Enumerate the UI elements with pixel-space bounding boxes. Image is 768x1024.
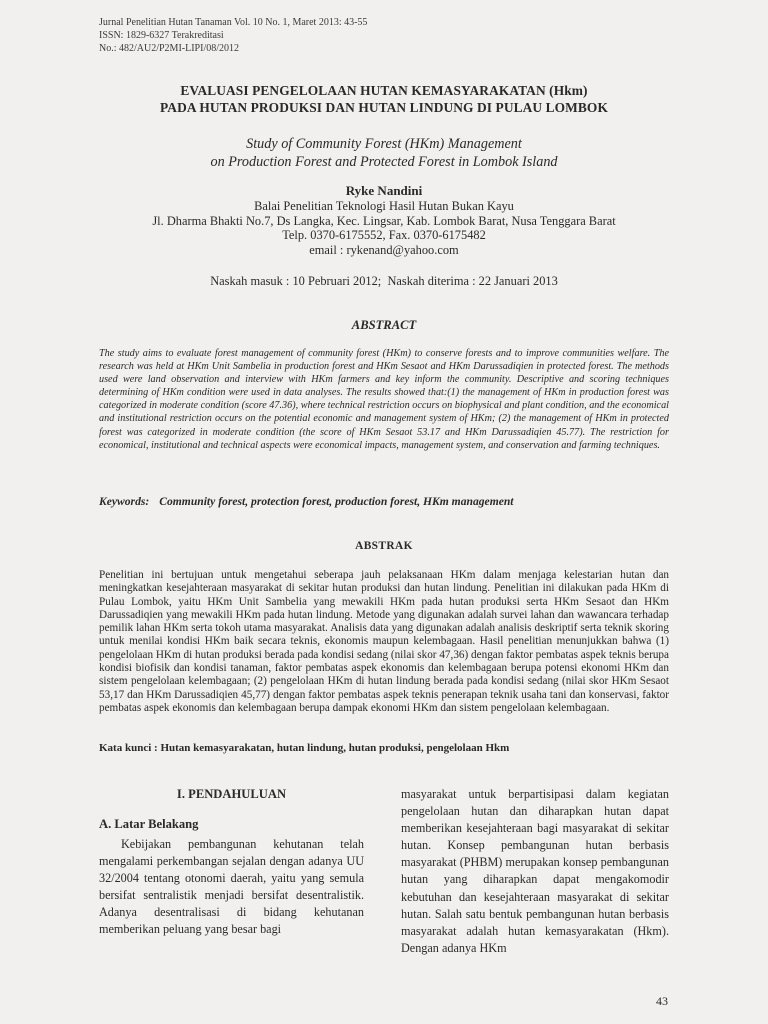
author-phone: Telp. 0370-6175552, Fax. 0370-6175482 xyxy=(282,228,486,243)
kata-kunci-label: Kata kunci : xyxy=(99,742,158,754)
abstract-text: The study aims to evaluate forest management of community forest (HKm) to conserve forests and to improve communities welfare. The research was held at HKm Unit Sambelia in production forest and HKm Sesaot and HKm Darussadiqien in protected forest. The methods used were land observation and interview with HKm farmers and key inform the community. Descriptive and scoring techniques determining of HKm condition were used in data analyses. The results showed that:(1) the management of HKm in production forest was categorized in moderate condition (score 47.36), where technical restriction occurs on biophysical and plant condition, and the economical and institutional restriction occurs on the potential economic and management system of HKm; (2) the management of HKm in protected forest was categorized in moderate condition (the score of HKm Sesaot 53.17 and HKm Darussadiqien 45.77). The restriction for economical, institutional and technical aspects were economical impacts, management system, and conservation and farming techniques. xyxy=(99,348,669,451)
body-paragraph-right: masyarakat untuk berpartisipasi dalam kegiatan pengelolaan hutan dan diharapkan hutan dapat memberikan kesejahteraan bagi masyarakat di sekitar hutan. Konsep pembangunan hutan berbasis masyarakat (PHBM) merupakan konsep pembangunan hutan yang diharapkan dapat mengakomodir kebutuhan dan kesejahteraan masyarakat di sekitar hutan. Salah satu bentuk pembangunan hutan berbasis masyarakat adalah hutan kemasyarakatan (Hkm). Dengan adanya HKm xyxy=(401,787,669,955)
section-heading: I. PENDAHULUAN xyxy=(176,787,287,801)
journal-accreditation: No.: 482/AU2/P2MI-LIPI/08/2012 xyxy=(99,43,239,54)
author-email: email : rykenand@yahoo.com xyxy=(309,242,459,257)
kata-kunci-text: Hutan kemasyarakatan, hutan lindung, hutan produksi, pengelolaan Hkm xyxy=(160,742,510,754)
keywords-text: Community forest, protection forest, production forest, HKm management xyxy=(159,495,514,508)
abstrak-text: Penelitian ini bertujuan untuk mengetahui seberapa jauh pelaksanaan HKm dalam menjaga kelestarian hutan dan meningkatkan kesejahteraan masyarakat di sekitar hutan produksi dan hutan lindung. Penelitian ini dilakukan pada HKm di Pulau Lombok, yaitu HKm Unit Sambelia yang mewakili HKm pada hutan produksi serta HKm Sesaot dan HKm Darussadiqien yang mewakili HKm pada hutan lindung. Metode yang digunakan adalah survei lahan dan wawancara terhadap pemilik lahan HKm serta tokoh utama masyarakat. Analisis data yang digunakan adalah analisis deskriptif serta teknik skoring untuk menilai kondisi HKm baik secara teknis, ekonomis maupun kelembagaan. Hasil penelitian menunjukkan bahwa (1) pengelolaan HKm di hutan produksi berada pada kondisi sedang (nilai skor 47,36) dengan faktor pembatas aspek teknis berupa kondisi biofisik dan kondisi tanaman, faktor pembatas aspek ekonomis dan kelembagaan berupa potensi ekonomi HKm dan sistem pengelolaan kelembagaan; (2) pengelolaan HKm di hutan lindung berada pada kondisi sedang (nilai skor HKm Sesaot 53,17 dan HKm Darussadiqien 45,77) dengan faktor pembatas aspek teknis penerapan teknik usaha tani dan konservasi, faktor pembatas aspek ekonomis dan kelembagaan berupa dampak ekonomi HKm dan sistem pengelolaan kelembagaan. xyxy=(99,569,669,714)
body-paragraph-left: Kebijakan pembangunan kehutanan telah mengalami perkembangan sejalan dengan adanya UU 32/2004 tentang otonomi daerah, yaitu yang semula bersifat sentralistik menjadi bersifat desentralistik. Adanya desentralisasi di bidang kehutanan memberikan peluang yang besar bagi xyxy=(99,837,364,937)
journal-header xyxy=(99,16,367,55)
abstrak-heading: ABSTRAK xyxy=(355,540,413,552)
keywords xyxy=(99,495,699,508)
title-en-line-1: Study of Community Forest (HKm) Management xyxy=(246,136,522,152)
author-address: Jl. Dharma Bhakti No.7, Ds Langka, Kec. Lingsar, Kab. Lombok Barat, Nusa Tenggara Barat xyxy=(152,213,616,228)
author-affiliation xyxy=(60,199,708,257)
title-en-line-2: on Production Forest and Protected Forest in Lombok Island xyxy=(210,153,558,170)
page-number: 43 xyxy=(656,994,668,1008)
right-column xyxy=(401,786,669,957)
left-column xyxy=(99,786,364,939)
subsection-heading: A. Latar Belakang xyxy=(99,817,199,831)
title-line-1: EVALUASI PENGELOLAAN HUTAN KEMASYARAKATAN (Hkm) xyxy=(180,83,588,98)
keywords-label: Keywords: xyxy=(99,495,150,508)
journal-citation: Jurnal Penelitian Hutan Tanaman Vol. 10 No. 1, Maret 2013: 43-55 xyxy=(99,17,368,28)
title-line-2: PADA HUTAN PRODUKSI DAN HUTAN LINDUNG DI PULAU LOMBOK xyxy=(160,100,608,115)
kata-kunci xyxy=(99,742,699,754)
paper-title-english xyxy=(60,136,708,171)
abstract-heading: ABSTRACT xyxy=(351,318,417,332)
paper-title-indonesian xyxy=(60,82,708,116)
submission-dates: Naskah masuk : 10 Pebruari 2012; Naskah diterima : 22 Januari 2013 xyxy=(210,274,558,288)
author-institution: Balai Penelitian Teknologi Hasil Hutan Bukan Kayu xyxy=(254,199,514,213)
journal-issn: ISSN: 1829-6327 Terakreditasi xyxy=(99,30,224,41)
author-name: Ryke Nandini xyxy=(345,183,423,198)
